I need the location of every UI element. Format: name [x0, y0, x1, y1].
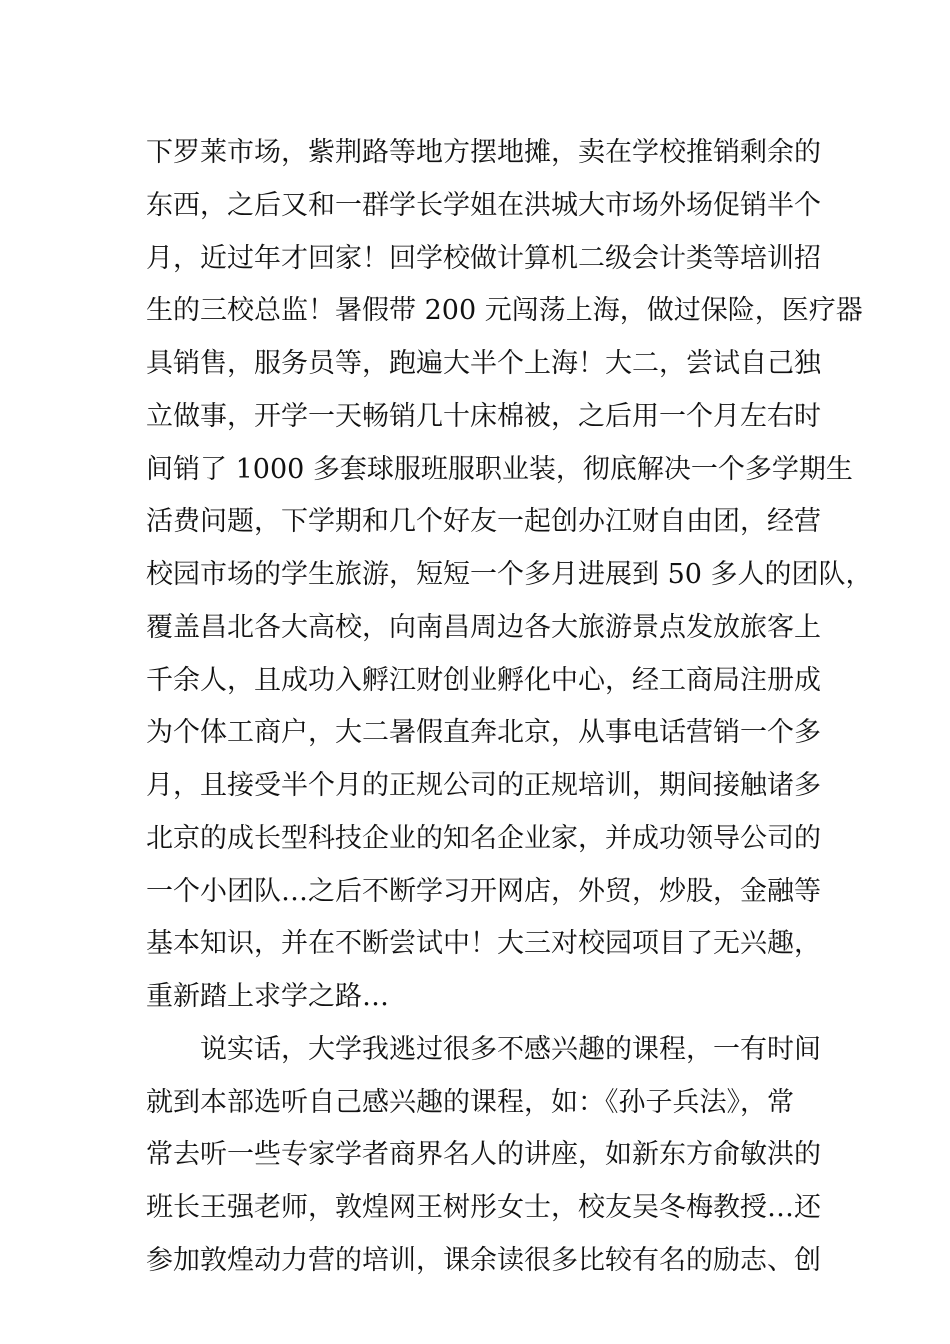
text-line: 为个体工商户，大二暑假直奔北京，从事电话营销一个多: [146, 717, 821, 749]
text-line: 月，且接受半个月的正规公司的正规培训，期间接触诸多: [146, 770, 821, 801]
paragraph-1: [146, 127, 873, 1024]
text-line: 北京的成长型科技企业的知名企业家，并成功领导公司的: [146, 822, 821, 854]
text-line: 校园市场的学生旅游，短短一个多月进展到 50 多人的团队，: [146, 559, 873, 590]
text-line: 月，近过年才回家！回学校做计算机二级会计类等培训招: [146, 242, 821, 274]
text-line: 活费问题，下学期和几个好友一起创办江财自由团，经营: [146, 506, 821, 538]
document-body: [146, 127, 873, 1288]
text-line: 千余人，且成功入孵江财创业孵化中心，经工商局注册成: [146, 664, 821, 696]
text-line: 生的三校总监！暑假带 200 元闯荡上海，做过保险，医疗器: [146, 295, 863, 327]
text-line: 立做事，开学一天畅销几十床棉被，之后用一个月左右时: [146, 400, 821, 432]
text-line: 班长王强老师，敦煌网王树彤女士，校友吴冬梅教授…还: [146, 1192, 821, 1223]
text-line: 覆盖昌北各大高校，向南昌周边各大旅游景点发放旅客上: [146, 611, 821, 643]
text-line: 就到本部选听自己感兴趣的课程，如：《孙子兵法》，常: [146, 1086, 794, 1118]
text-line: 重新踏上求学之路…: [146, 981, 389, 1012]
text-line: 具销售，服务员等，跑遍大半个上海！大二，尝试自己独: [146, 348, 821, 379]
text-line: 基本知识，并在不断尝试中！大三对校园项目了无兴趣，: [146, 928, 821, 960]
text-line: 参加敦煌动力营的培训，课余读很多比较有名的励志、创: [146, 1244, 821, 1276]
text-line: 间销了 1000 多套球服班服职业装，彻底解决一个多学期生: [146, 453, 853, 485]
text-line: 一个小团队…之后不断学习开网店，外贸，炒股，金融等: [146, 875, 821, 907]
text-line: 常去听一些专家学者商界名人的讲座，如新东方俞敏洪的: [146, 1139, 821, 1171]
text-line: 下罗莱市场，紫荆路等地方摆地摊，卖在学校推销剩余的: [146, 137, 821, 168]
paragraph-2: [146, 1024, 846, 1288]
text-line: 说实话，大学我逃过很多不感兴趣的课程，一有时间: [200, 1033, 821, 1065]
text-line: 东西，之后又和一群学长学姐在洪城大市场外场促销半个: [146, 189, 821, 221]
